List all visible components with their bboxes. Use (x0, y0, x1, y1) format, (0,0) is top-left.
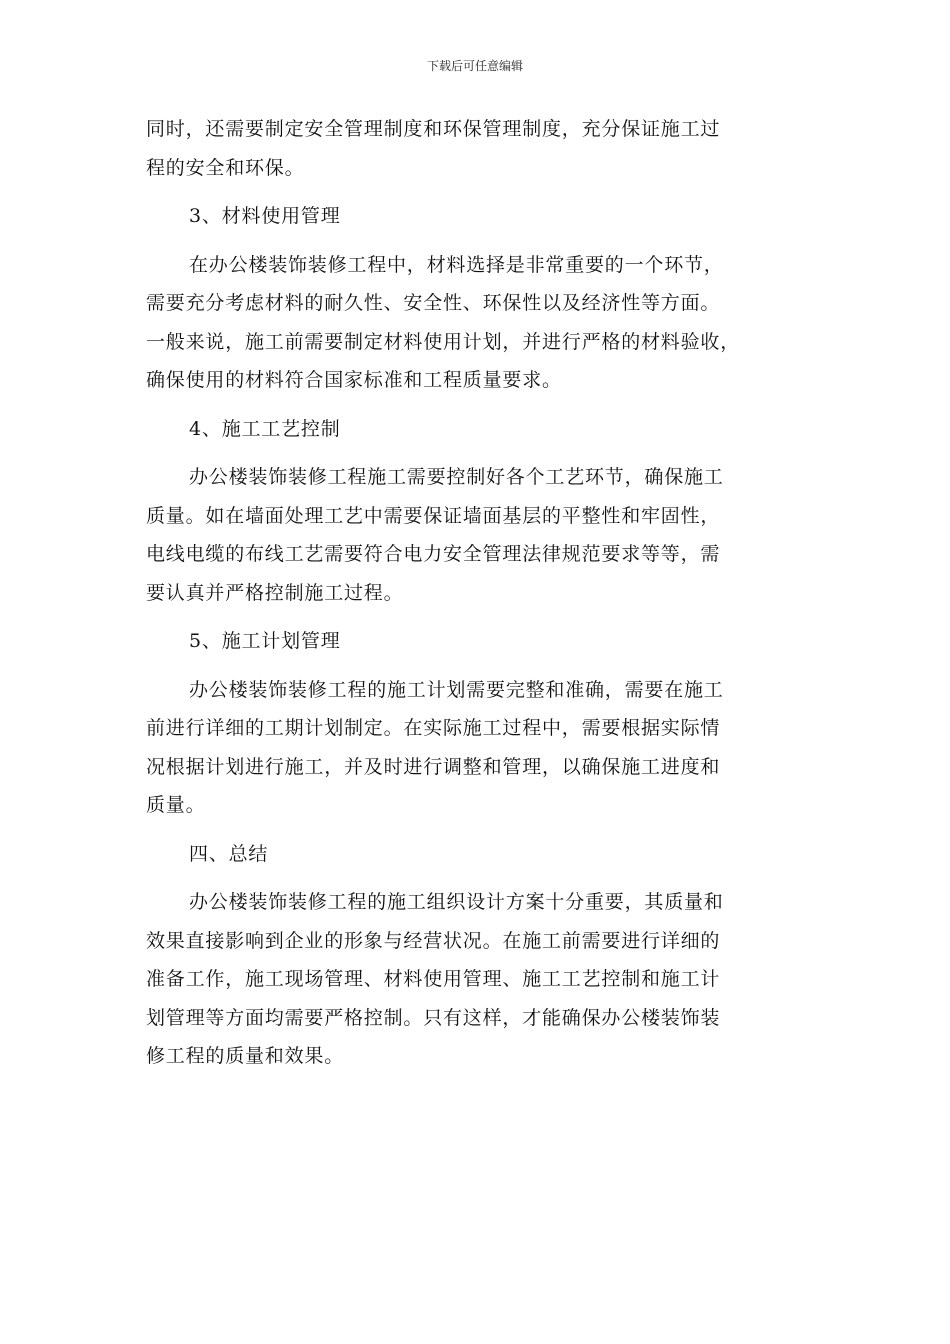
section-heading (146, 622, 806, 661)
text-line: 要认真并严格控制施工过程。 (146, 581, 404, 604)
text-line: 况根据计划进行施工，并及时进行调整和管理，以确保施工进度和 (146, 755, 721, 778)
text-line: 修工程的质量和效果。 (146, 1045, 345, 1067)
text-line: 5、施工计划管理 (189, 630, 341, 652)
text-line: 四、总结 (189, 842, 269, 865)
text-line: 准备工作，施工现场管理、材料使用管理、施工工艺控制和施工计 (146, 968, 721, 990)
paragraph (146, 246, 806, 400)
section-heading (146, 197, 806, 236)
page-header: 下载后可任意编辑 (426, 59, 523, 73)
section-heading (146, 835, 806, 874)
paragraph (146, 458, 806, 612)
text-line: 程的安全和环保。 (146, 156, 305, 179)
text-line: 前进行详细的工期计划制定。在实际施工过程中，需要根据实际情 (146, 717, 721, 739)
document-body (146, 110, 806, 1076)
text-line: 质量。 (146, 794, 206, 816)
text-line: 一般来说，施工前需要制定材料使用计划，并进行严格的材料验收， (146, 330, 741, 353)
text-line: 办公楼装饰装修工程的施工计划需要完整和准确，需要在施工 (189, 678, 724, 701)
text-line: 4、施工工艺控制 (189, 417, 341, 440)
text-line: 同时，还需要制定安全管理制度和环保管理制度，充分保证施工过 (146, 118, 721, 140)
text-line: 划管理等方面均需要严格控制。只有这样，才能确保办公楼装饰装 (146, 1006, 721, 1029)
text-line: 效果直接影响到企业的形象与经营状况。在施工前需要进行详细的 (146, 929, 721, 952)
text-line: 电线电缆的布线工艺需要符合电力安全管理法律规范要求等等，需 (146, 543, 721, 565)
text-line: 3、材料使用管理 (189, 205, 341, 227)
paragraph (146, 671, 806, 825)
paragraph (146, 110, 806, 187)
text-line: 办公楼装饰装修工程的施工组织设计方案十分重要，其质量和 (189, 891, 724, 913)
text-line: 在办公楼装饰装修工程中，材料选择是非常重要的一个环节， (189, 253, 724, 276)
text-line: 质量。如在墙面处理工艺中需要保证墙面基层的平整性和牢固性， (146, 504, 721, 527)
section-heading (146, 410, 806, 449)
text-line: 办公楼装饰装修工程施工需要控制好各个工艺环节，确保施工 (189, 466, 724, 488)
paragraph (146, 883, 806, 1076)
text-line: 需要充分考虑材料的耐久性、安全性、环保性以及经济性等方面。 (146, 292, 721, 314)
text-line: 确保使用的材料符合国家标准和工程质量要求。 (146, 369, 562, 391)
